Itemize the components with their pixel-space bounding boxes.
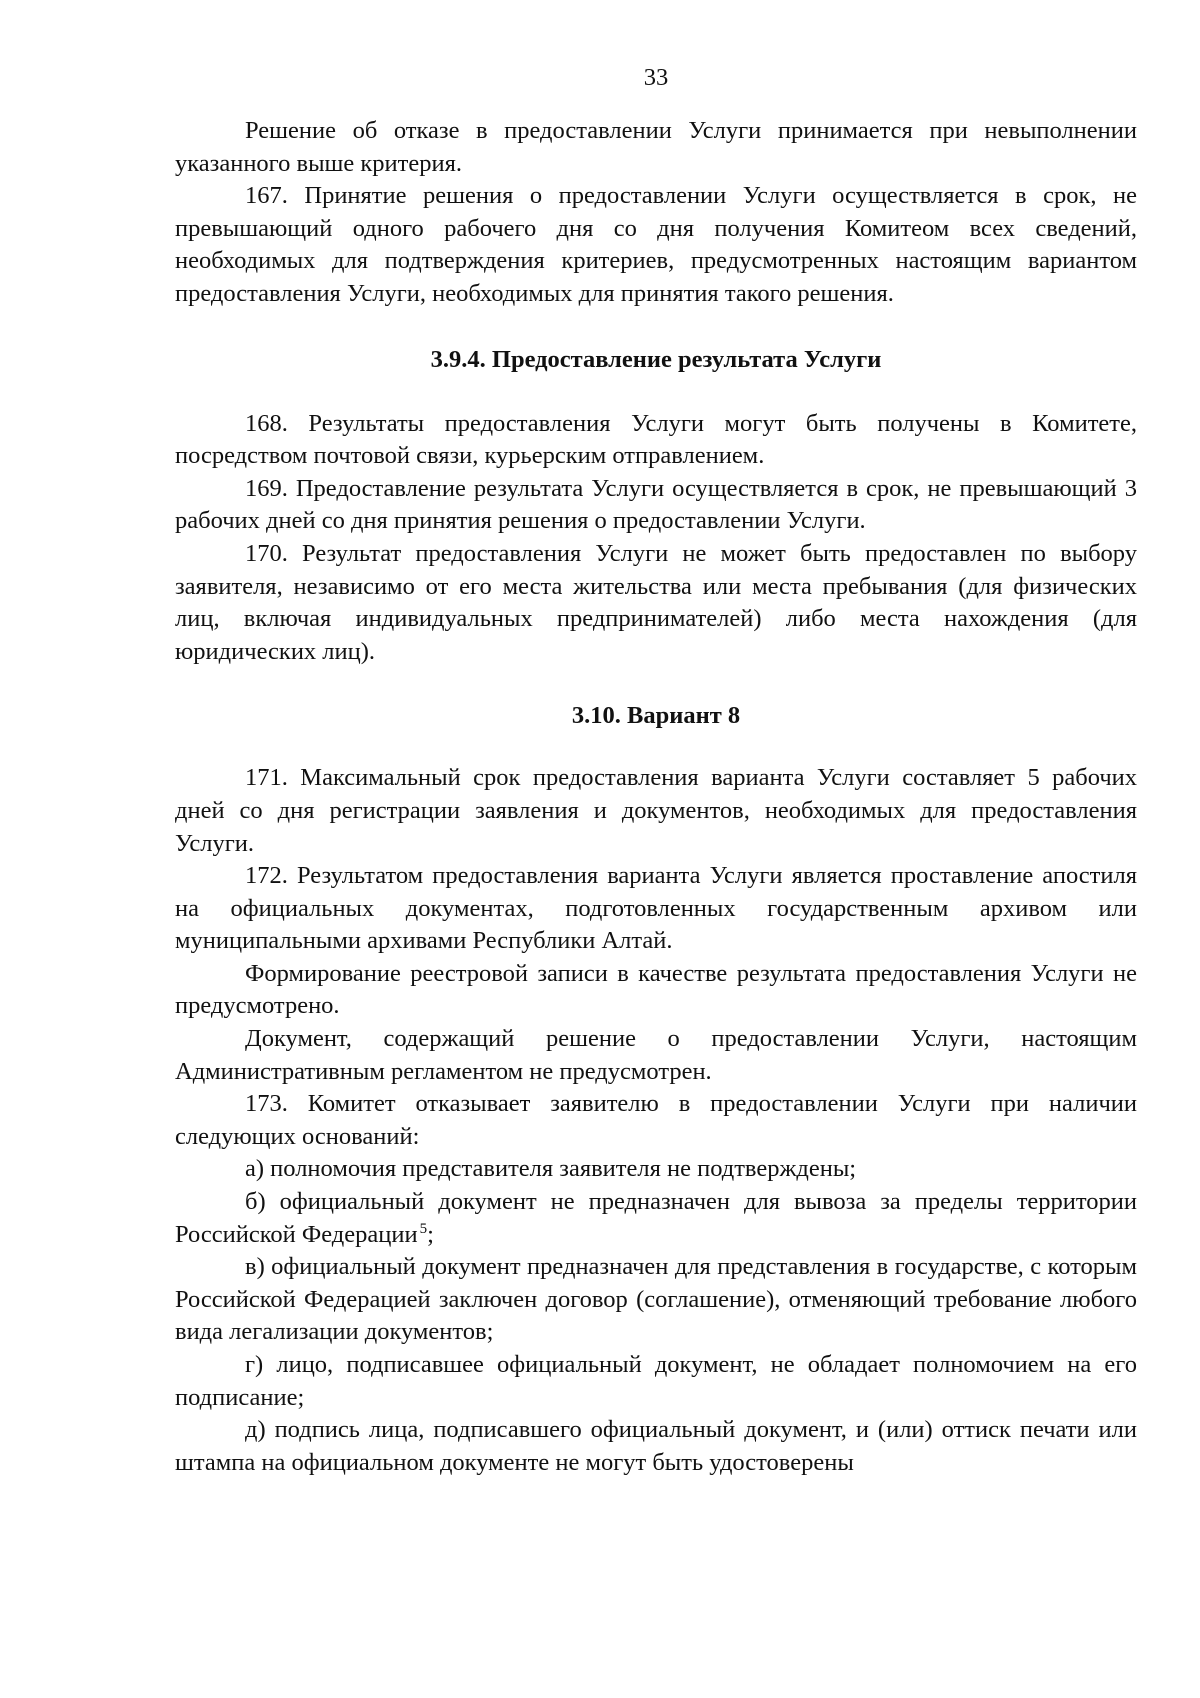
paragraph-173: 173. Комитет отказывает заявителю в предоставлении Услуги при наличии следующих оснований: bbox=[175, 1090, 1137, 1150]
paragraph-170: 170. Результат предоставления Услуги не может быть предоставлен по выбору заявителя, независимо от его места жительства или места пребывания (для физических лиц, включая индивидуальных предпринимателей) либо места нахождения (для юридических лиц). bbox=[175, 539, 1137, 665]
list-item-a: а) полномочия представителя заявителя не подтверждены; bbox=[245, 1155, 857, 1183]
footnote-marker: 5 bbox=[419, 1220, 428, 1237]
paragraph-168: 168. Результаты предоставления Услуги могут быть получены в Комитете, посредством почтовой связи, курьерским отправлением. bbox=[175, 409, 1137, 470]
section-heading-3-9-4: 3.9.4. Предоставление результата Услуги bbox=[430, 345, 882, 373]
paragraph-registry-record: Формирование реестровой записи в качестве результата предоставления Услуги не предусмотрено. bbox=[175, 959, 1137, 1020]
paragraph-refusal-decision: Решение об отказе в предоставлении Услуги принимается при невыполнении указанного выше критерия. bbox=[175, 117, 1137, 177]
paragraph-171: 171. Максимальный срок предоставления варианта Услуги составляет 5 рабочих дней со дня регистрации заявления и документов, необходимых для предоставления Услуги. bbox=[175, 764, 1137, 857]
page-number: 33 bbox=[643, 64, 669, 91]
paragraph-172: 172. Результатом предоставления варианта Услуги является проставление апостиля на официальных документах, подготовленных государственным архивом или муниципальными архивами Республики Алтай. bbox=[175, 862, 1137, 955]
section-heading-3-10: 3.10. Вариант 8 bbox=[571, 702, 741, 730]
paragraph-167: 167. Принятие решения о предоставлении Услуги осуществляется в срок, не превышающий одного рабочего дня со дня получения Комитеом всех сведений, необходимых для подтверждения критериев, предусмотренных настоящим вариантом предоставления Услуги, необходимых для принятия такого решения. bbox=[175, 182, 1137, 307]
paragraph-169: 169. Предоставление результата Услуги осуществляется в срок, не превышающий 3 рабочих дней со дня принятия решения о предоставлении Услуги. bbox=[175, 474, 1137, 535]
list-item-d: д) подпись лица, подписавшего официальный документ, и (или) оттиск печати или штампа на официальном документе не могут быть удостоверены bbox=[175, 1416, 1137, 1476]
paragraph-decision-document: Документ, содержащий решение о предоставлении Услуги, настоящим Административным регламентом не предусмотрен. bbox=[175, 1025, 1137, 1085]
list-item-v: в) официальный документ предназначен для представления в государстве, с которым Российской Федерацией заключен договор (соглашение), отменяющий требование любого вида легализации документов; bbox=[175, 1253, 1137, 1346]
list-item-b-tail: ; bbox=[427, 1220, 434, 1248]
document-page bbox=[175, 62, 1137, 1479]
list-item-b bbox=[175, 1186, 1137, 1251]
list-item-g: г) лицо, подписавшее официальный документ, не обладает полномочием на его подписание; bbox=[175, 1351, 1137, 1411]
list-item-b-text: б) официальный документ не предназначен для вывоза за пределы территории Российской Федерации bbox=[175, 1188, 1137, 1248]
